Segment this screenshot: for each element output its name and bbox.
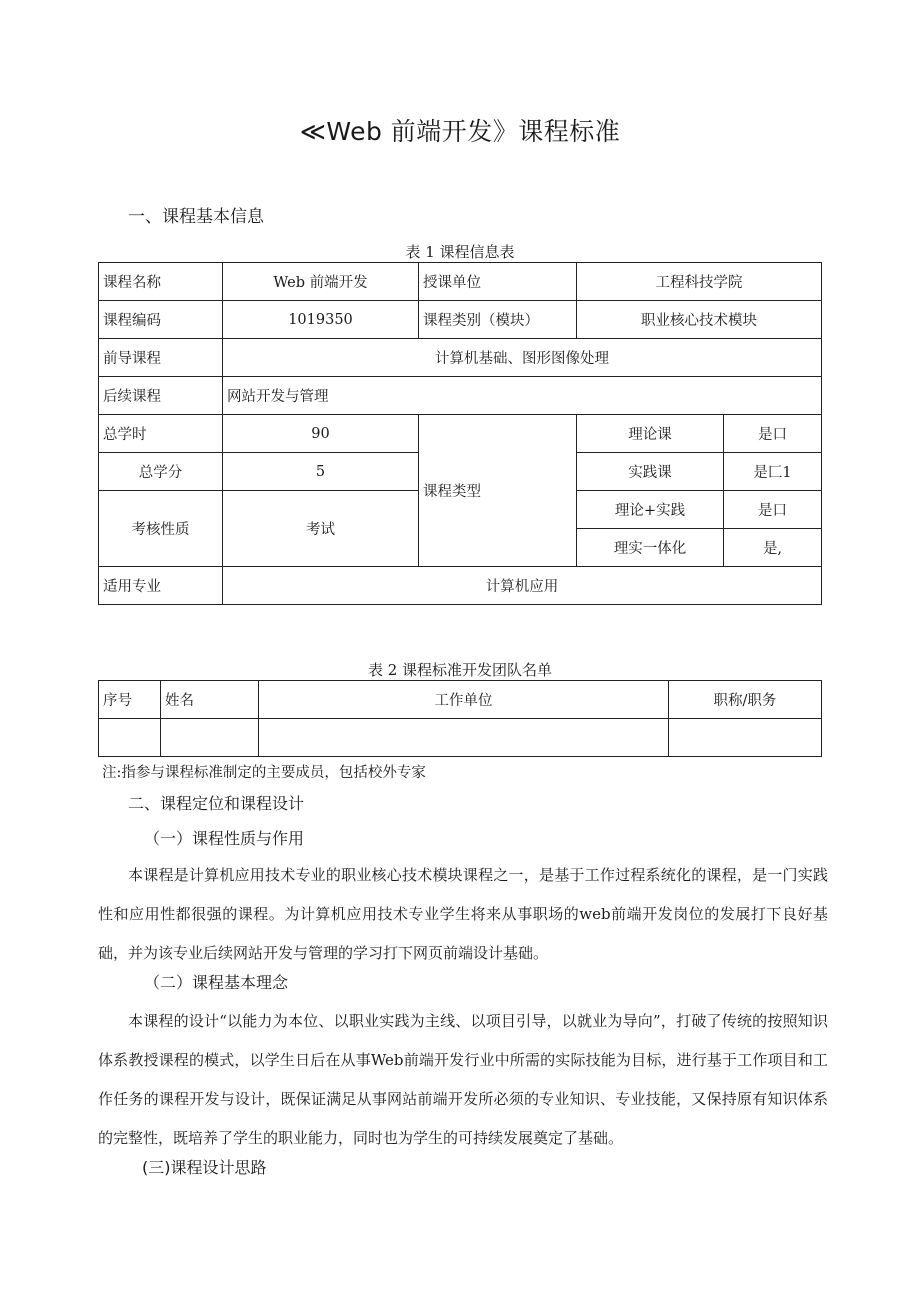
prereq-value: 计算机基础、图形图像处理 <box>223 339 822 377</box>
table-row <box>99 415 822 453</box>
subsection-2-paragraph: 本课程的设计“以能力为本位、以职业实践为主线、以项目引导，以就业为导向”，打破了传统的按照知识体系教授课程的模式，以学生日后在从事Web前端开发行业中所需的实际技能为目标，进行基于工作项目和工作任务的课程开发与设计，既保证满足从事网站前端开发所必须的专业知识、专业技能，又保持原有知识体系的完整性，既培养了学生的职业能力，同时也为学生的可持续发展奠定了基础。 <box>98 1012 828 1147</box>
header-workplace: 工作单位 <box>259 681 669 719</box>
assessment-value: 考试 <box>223 491 419 567</box>
unit-label: 授课单位 <box>419 263 577 301</box>
subsection-3-heading: (三)课程设计思路 <box>142 1158 267 1177</box>
empty-cell <box>259 719 669 757</box>
type-value: 是匚1 <box>724 453 822 491</box>
table-2-note: 注:指参与课程标准制定的主要成员，包括校外专家 <box>102 765 426 781</box>
type-value: 是口 <box>724 415 822 453</box>
hours-label: 总学时 <box>99 415 223 453</box>
section-2-heading: 二、课程定位和课程设计 <box>128 794 305 813</box>
followup-value: 网站开发与管理 <box>223 377 822 415</box>
header-name: 姓名 <box>161 681 259 719</box>
type-value: 是, <box>724 529 822 567</box>
subsection-1-paragraph: 本课程是计算机应用技术专业的职业核心技术模块课程之一，是基于工作过程系统化的课程，是一门实践性和应用性都很强的课程。为计算机应用技术专业学生将来从事职场的web前端开发岗位的发展打下良好基础，并为该专业后续网站开发与管理的学习打下网页前端设计基础。 <box>98 866 828 962</box>
assessment-label: 考核性质 <box>99 491 223 567</box>
table-row <box>99 263 822 301</box>
category-label: 课程类别（模块） <box>419 301 577 339</box>
hours-value: 90 <box>223 415 419 453</box>
type-value: 是口 <box>724 491 822 529</box>
course-code-value: 1019350 <box>223 301 419 339</box>
credits-label: 总学分 <box>99 453 223 491</box>
subsection-2-heading: （二）课程基本理念 <box>144 973 289 992</box>
subsection-1-heading: （一）课程性质与作用 <box>144 829 305 848</box>
header-title: 职称/职务 <box>669 681 822 719</box>
empty-cell <box>669 719 822 757</box>
course-code-label: 课程编码 <box>99 301 223 339</box>
table-row <box>99 377 822 415</box>
major-label: 适用专业 <box>99 567 223 605</box>
table-row <box>99 301 822 339</box>
followup-label: 后续课程 <box>99 377 223 415</box>
table-header-row <box>99 681 822 719</box>
empty-cell <box>161 719 259 757</box>
type-name: 理实一体化 <box>577 529 724 567</box>
course-name-label: 课程名称 <box>99 263 223 301</box>
table-row <box>99 567 822 605</box>
unit-value: 工程科技学院 <box>577 263 822 301</box>
prereq-label: 前导课程 <box>99 339 223 377</box>
course-type-label: 课程类型 <box>419 415 577 567</box>
type-name: 实践课 <box>577 453 724 491</box>
course-info-table <box>98 262 822 605</box>
course-name-value: Web 前端开发 <box>223 263 419 301</box>
type-name: 理论+实践 <box>577 491 724 529</box>
header-index: 序号 <box>99 681 161 719</box>
category-value: 职业核心技术模块 <box>577 301 822 339</box>
document-title: ≪Web 前端开发》课程标准 <box>299 117 621 146</box>
major-value: 计算机应用 <box>223 567 822 605</box>
team-table <box>98 680 822 757</box>
table-row <box>99 339 822 377</box>
empty-cell <box>99 719 161 757</box>
credits-value: 5 <box>223 453 419 491</box>
type-name: 理论课 <box>577 415 724 453</box>
table-row <box>99 719 822 757</box>
table-1-caption: 表 1 课程信息表 <box>405 243 515 261</box>
section-1-heading: 一、课程基本信息 <box>128 207 264 227</box>
table-2-caption: 表 2 课程标准开发团队名单 <box>367 661 553 679</box>
